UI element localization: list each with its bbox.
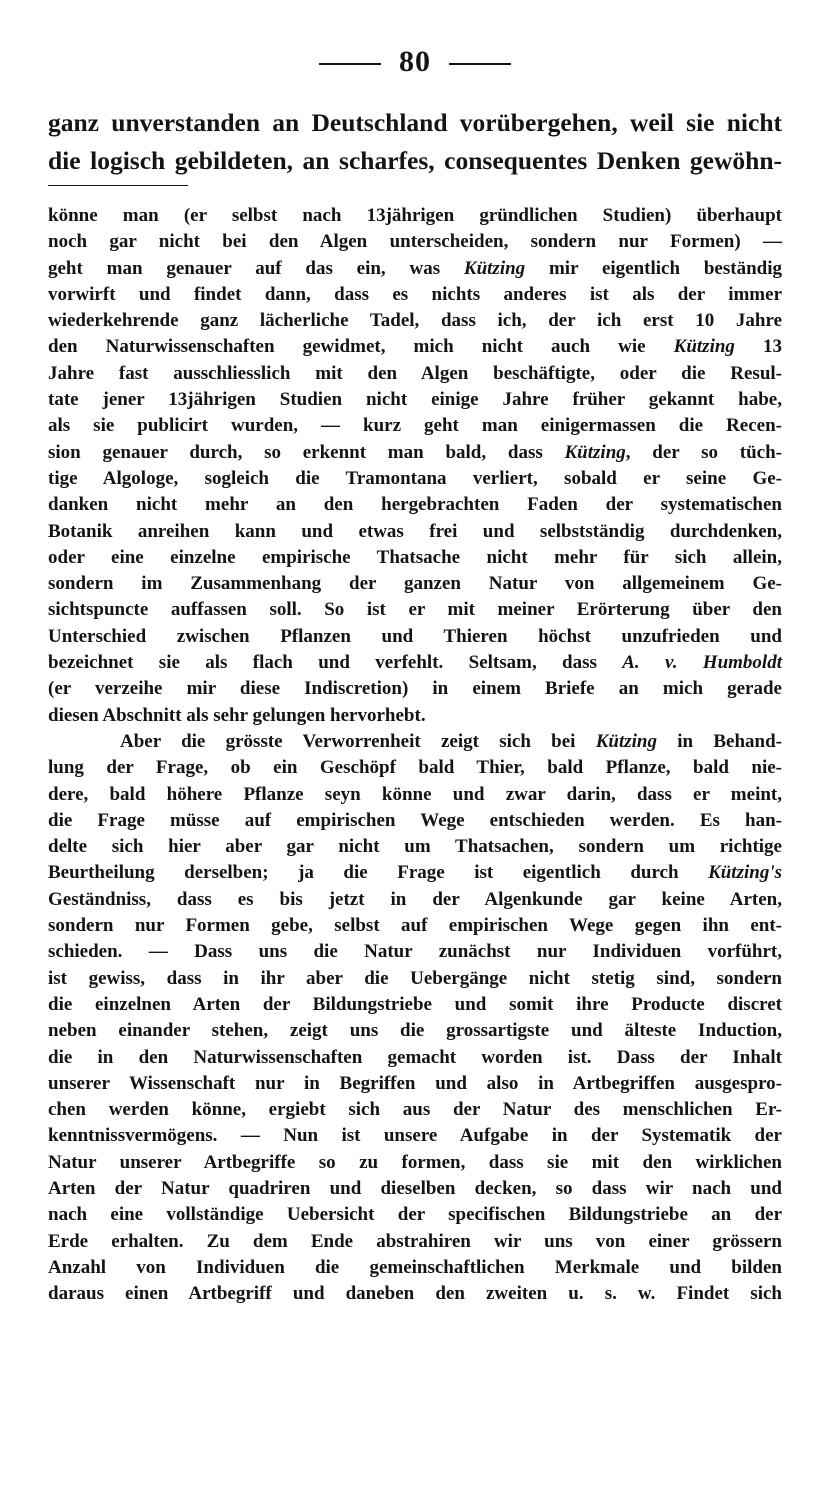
footnote-line: diesen Abschnitt als sehr gelungen hervorhebt.: [48, 704, 426, 726]
main-text-line: ganz unverstanden an Deutschland vorübergehen, weil sie nicht: [48, 108, 782, 137]
footnote-line: die einzelnen Arten der Bildungstriebe und somit ihre Producte discret: [48, 993, 782, 1015]
footnote-paragraph-2: [48, 729, 782, 1308]
footnote-line: den Naturwissenschaften gewidmet, mich nicht auch wie Kützing 13: [48, 336, 783, 358]
main-text-line: die logisch gebildeten, an scharfes, consequentes Denken gewöhn-: [48, 146, 782, 175]
footnote-line: nach eine vollständige Uebersicht der specifischen Bildungstriebe an der: [48, 1204, 782, 1226]
footnote-line: oder eine einzelne empirische Thatsache nicht mehr für sich allein,: [48, 546, 782, 568]
footnote-body: [48, 203, 782, 1307]
footnote-line: (er verzeihe mir diese Indiscretion) in einem Briefe an mich gerade: [48, 678, 782, 700]
footnote-line: Geständniss, dass es bis jetzt in der Algenkunde gar keine Arten,: [48, 888, 782, 910]
page-header: [0, 42, 830, 82]
footnote-line: dere, bald höhere Pflanze seyn könne und zwar darin, dass er meint,: [48, 783, 782, 805]
footnote-line: noch gar nicht bei den Algen unterscheiden, sondern nur Formen) —: [48, 231, 782, 253]
page-number: 80: [399, 45, 431, 78]
footnote-line: Erde erhalten. Zu dem Ende abstrahiren wir uns von einer grössern: [48, 1230, 782, 1252]
footnote-separator: [48, 185, 188, 186]
main-text-carry-over: [48, 104, 782, 180]
footnote-line: neben einander stehen, zeigt uns die grossartigste und älteste Induction,: [48, 1020, 782, 1042]
footnote-line: vorwirft und findet dann, dass es nichts anderes ist als der immer: [48, 283, 782, 305]
footnote-line: unserer Wissenschaft nur in Begriffen und also in Artbegriffen ausgespro-: [48, 1072, 782, 1094]
footnote-line: delte sich hier aber gar nicht um Thatsachen, sondern um richtige: [48, 836, 782, 858]
footnote-line: Aber die grösste Verworrenheit zeigt sich bei Kützing in Behand-: [120, 730, 782, 752]
footnote-line: die Frage müsse auf empirischen Wege entschieden werden. Es han-: [48, 809, 782, 831]
footnote-line: Arten der Natur quadriren und dieselben decken, so dass wir nach und: [48, 1177, 782, 1199]
footnote-line: tate jener 13jährigen Studien nicht einige Jahre früher gekannt habe,: [48, 389, 782, 411]
footnote-line: ist gewiss, dass in ihr aber die Uebergänge nicht stetig sind, sondern: [48, 967, 782, 989]
footnote-line: geht man genauer auf das ein, was Kützing mir eigentlich beständig: [48, 257, 782, 279]
footnote-line: Jahre fast ausschliesslich mit den Algen beschäftigte, oder die Resul-: [48, 362, 782, 384]
header-rule-right: [449, 63, 511, 65]
footnote-line: lung der Frage, ob ein Geschöpf bald Thier, bald Pflanze, bald nie-: [48, 757, 782, 779]
header-rule-left: [319, 63, 381, 65]
footnote-line: Botanik anreihen kann und etwas frei und selbstständig durchdenken,: [48, 520, 782, 542]
footnote-line: tige Algologe, sogleich die Tramontana verliert, sobald er seine Ge-: [48, 467, 782, 489]
footnote-line: schieden. — Dass uns die Natur zunächst nur Individuen vorführt,: [48, 941, 782, 963]
footnote-line: daraus einen Artbegriff und daneben den zweiten u. s. w. Findet sich: [48, 1283, 782, 1305]
footnote-line: sondern im Zusammenhang der ganzen Natur von allgemeinem Ge-: [48, 573, 782, 595]
footnote-line: wiederkehrende ganz lächerliche Tadel, dass ich, der ich erst 10 Jahre: [48, 310, 782, 332]
footnote-line: kenntnissvermögens. — Nun ist unsere Aufgabe in der Systematik der: [48, 1125, 782, 1147]
footnote-line: sion genauer durch, so erkennt man bald, dass Kützing, der so tüch-: [48, 441, 782, 463]
footnote-line: chen werden könne, ergiebt sich aus der Natur des menschlichen Er-: [48, 1099, 782, 1121]
footnote-paragraph-1: [48, 203, 782, 729]
footnote-line: Unterschied zwischen Pflanzen und Thieren höchst unzufrieden und: [48, 625, 782, 647]
footnote-line: könne man (er selbst nach 13jährigen gründlichen Studien) überhaupt: [48, 205, 782, 226]
footnote-line: als sie publicirt wurden, — kurz geht man einigermassen die Recen-: [48, 415, 782, 437]
footnote-line: die in den Naturwissenschaften gemacht worden ist. Dass der Inhalt: [48, 1046, 782, 1068]
footnote-line: Beurtheilung derselben; ja die Frage ist eigentlich durch Kützing's: [48, 862, 782, 884]
footnote-line: Natur unserer Artbegriffe so zu formen, dass sie mit den wirklichen: [48, 1151, 782, 1173]
footnote-line: sichtspuncte auffassen soll. So ist er mit meiner Erörterung über den: [48, 599, 782, 621]
footnote-line: bezeichnet sie als flach und verfehlt. Seltsam, dass A. v. Humboldt: [48, 652, 782, 674]
footnote-line: Anzahl von Individuen die gemeinschaftlichen Merkmale und bilden: [48, 1256, 782, 1278]
footnote-line: danken nicht mehr an den hergebrachten Faden der systematischen: [48, 494, 782, 516]
footnote-line: sondern nur Formen gebe, selbst auf empirischen Wege gegen ihn ent-: [48, 915, 782, 937]
